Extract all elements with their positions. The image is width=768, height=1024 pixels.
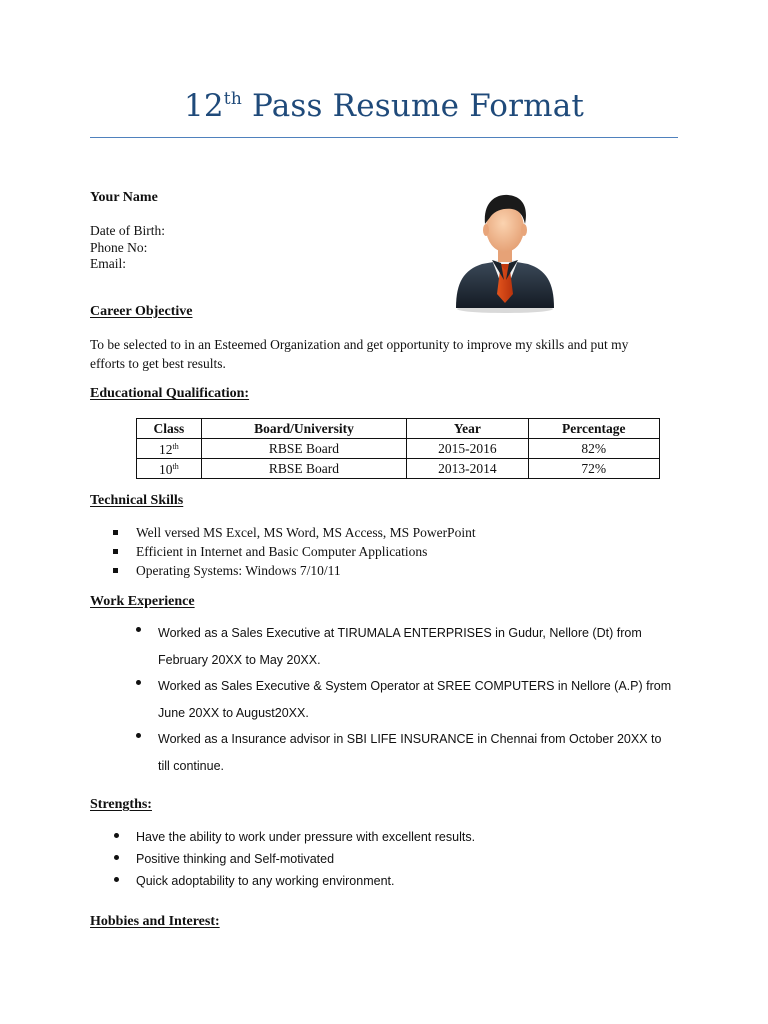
education-table	[136, 418, 660, 479]
education-heading: Educational Qualification:	[90, 386, 250, 401]
strengths-list	[110, 826, 475, 892]
title-divider	[90, 137, 678, 138]
title-number: 12	[183, 88, 224, 124]
class-cell: 12th	[137, 439, 202, 459]
column-header: Class	[137, 419, 202, 439]
email-label: Email:	[90, 256, 126, 271]
board-cell: RBSE Board	[201, 439, 406, 459]
list-item: Operating Systems: Windows 7/10/11	[110, 561, 476, 580]
column-header: Board/University	[201, 419, 406, 439]
percentage-cell: 72%	[528, 459, 659, 479]
title-superscript: th	[223, 89, 242, 109]
career-objective-heading: Career Objective	[90, 304, 193, 319]
table-row	[137, 439, 660, 459]
table-row	[137, 459, 660, 479]
list-item: Well versed MS Excel, MS Word, MS Access, MS PowerPoint	[110, 523, 476, 542]
table-header-row	[137, 419, 660, 439]
page-title	[0, 88, 768, 124]
title-text: Pass Resume Format	[241, 88, 585, 124]
technical-skills-heading: Technical Skills	[90, 493, 184, 508]
work-experience-list	[132, 620, 672, 779]
column-header: Year	[407, 419, 528, 439]
percentage-cell: 82%	[528, 439, 659, 459]
strengths-heading: Strengths:	[90, 797, 152, 812]
list-item: Quick adoptability to any working environment.	[110, 870, 475, 892]
list-item: Worked as a Insurance advisor in SBI LIFE INSURANCE in Chennai from October 20XX to till continue.	[132, 726, 672, 779]
class-cell: 10th	[137, 459, 202, 479]
profile-avatar-icon	[452, 190, 558, 314]
list-item: Worked as Sales Executive & System Operator at SREE COMPUTERS in Nellore (A.P) from June 20XX to August20XX.	[132, 673, 672, 726]
dob-label: Date of Birth:	[90, 223, 165, 238]
list-item: Efficient in Internet and Basic Computer Applications	[110, 542, 476, 561]
technical-skills-list	[110, 523, 476, 580]
work-experience-heading: Work Experience	[90, 594, 195, 609]
personal-details	[90, 223, 165, 273]
phone-label: Phone No:	[90, 239, 148, 255]
list-item: Positive thinking and Self-motivated	[110, 848, 475, 870]
year-cell: 2015-2016	[407, 439, 528, 459]
list-item: Worked as a Sales Executive at TIRUMALA ENTERPRISES in Gudur, Nellore (Dt) from February 20XX to May 20XX.	[132, 620, 672, 673]
hobbies-heading: Hobbies and Interest:	[90, 914, 220, 929]
year-cell: 2013-2014	[407, 459, 528, 479]
board-cell: RBSE Board	[201, 459, 406, 479]
career-objective-text: To be selected to in an Esteemed Organization and get opportunity to improve my skills and put my efforts to get best results.	[90, 337, 629, 371]
candidate-name: Your Name	[90, 190, 158, 205]
list-item: Have the ability to work under pressure with excellent results.	[110, 826, 475, 848]
column-header: Percentage	[528, 419, 659, 439]
